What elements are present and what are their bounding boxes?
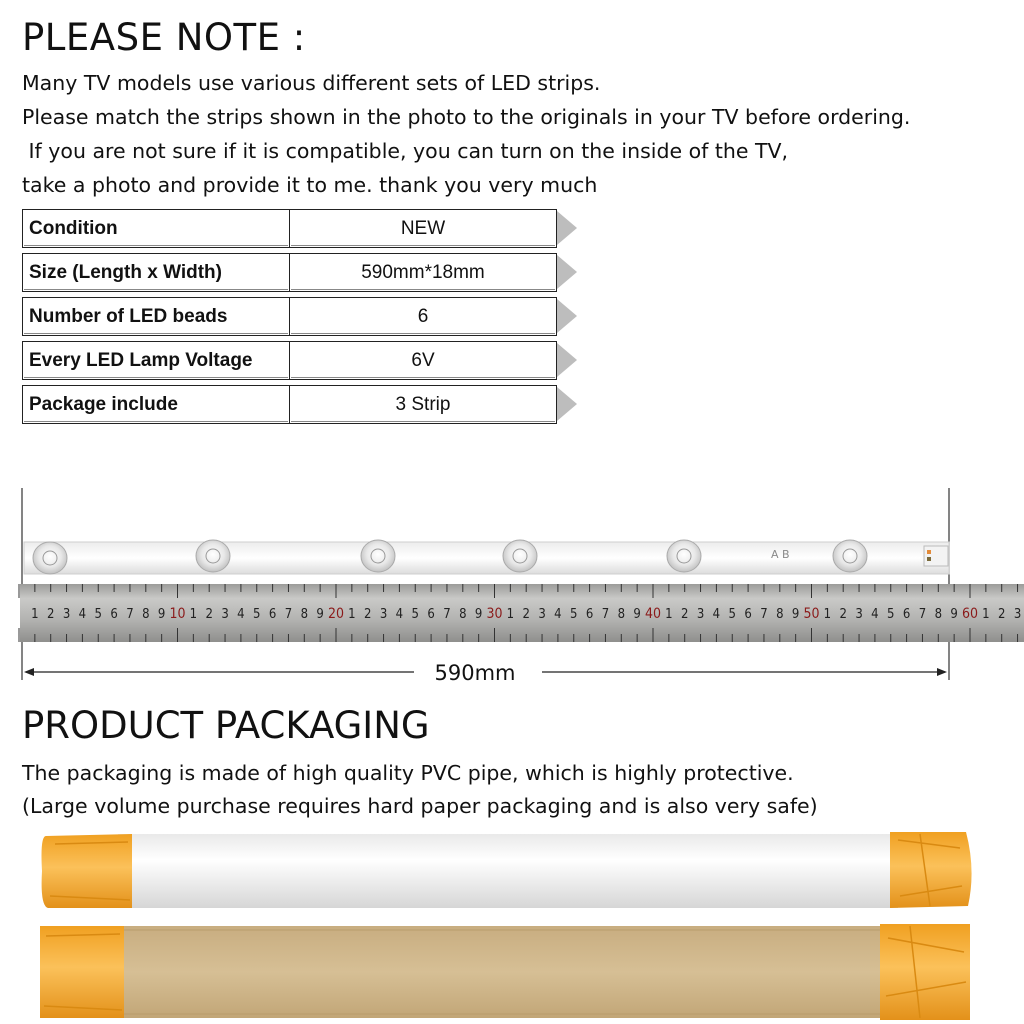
ruler-label: 1 <box>823 607 832 622</box>
ruler-label: 6 <box>427 607 435 622</box>
ruler-label: 3 <box>855 607 863 622</box>
ruler-label: 60 <box>961 606 979 622</box>
spec-label: Size (Length x Width) <box>22 253 290 292</box>
ruler-label: 30 <box>486 606 503 622</box>
note-line-1: Many TV models use various different sets of LED strips. <box>22 71 601 95</box>
dimension-label: 590mm <box>434 661 516 685</box>
ruler-label: 3 <box>538 607 546 622</box>
spec-row-voltage <box>22 341 582 380</box>
led-bead-1 <box>33 542 67 574</box>
led-pcb-strip <box>24 542 949 574</box>
arrow-left-icon <box>24 668 34 676</box>
ruler-label: 5 <box>570 607 578 622</box>
ruler-label: 9 <box>474 607 483 622</box>
spec-value: 590mm*18mm <box>289 253 557 292</box>
orange-tape-left-2 <box>40 926 124 1018</box>
led-bead-5 <box>667 540 701 572</box>
spec-label: Condition <box>22 209 290 248</box>
led-strip-photo <box>0 480 1024 690</box>
arrow-icon <box>557 387 577 421</box>
ruler-label: 9 <box>791 607 800 622</box>
ruler-label: 1 <box>506 607 515 622</box>
ruler-label: 10 <box>169 606 186 622</box>
ruler-label: 6 <box>268 607 277 622</box>
ruler-label: 8 <box>300 607 309 622</box>
ruler-label: 5 <box>411 607 419 622</box>
strip-connector <box>924 546 948 566</box>
ruler-label: 4 <box>395 607 404 622</box>
spec-row-package <box>22 385 582 424</box>
ruler-label: 1 <box>348 607 356 622</box>
ruler-label: 3 <box>1013 607 1022 622</box>
ruler-label: 1 <box>31 607 39 622</box>
spec-value: 3 Strip <box>289 385 557 424</box>
arrow-icon <box>557 211 577 245</box>
ruler-label: 8 <box>776 607 784 622</box>
ruler-label: 6 <box>902 607 911 622</box>
spec-value: NEW <box>289 209 557 248</box>
ruler-label: 6 <box>110 607 118 622</box>
note-title: PLEASE NOTE : <box>22 16 306 59</box>
ruler-label: 7 <box>760 607 768 622</box>
ruler-label: 6 <box>744 607 752 622</box>
ruler-label: 2 <box>839 607 847 622</box>
ruler-label: 8 <box>617 607 626 622</box>
ruler-label: 4 <box>554 607 562 622</box>
spec-label: Every LED Lamp Voltage <box>22 341 290 380</box>
ruler-label: 2 <box>522 607 530 622</box>
note-line-2: Please match the strips shown in the photo to the originals in your TV before ordering. <box>22 105 911 129</box>
ruler-label: 9 <box>950 607 958 622</box>
ruler-label: 3 <box>221 607 229 622</box>
ruler-label: 4 <box>712 607 721 622</box>
ruler-label: 2 <box>205 607 213 622</box>
pvc-pipe-package <box>42 832 972 908</box>
ruler-label: 3 <box>379 607 388 622</box>
note-line-3: If you are not sure if it is compatible, you can turn on the inside of the TV, <box>22 139 789 163</box>
ruler-label: 5 <box>94 607 102 622</box>
led-bead-6 <box>833 540 867 572</box>
ruler-label: 4 <box>871 607 879 622</box>
ruler-label: 9 <box>633 607 641 622</box>
led-bead-4 <box>503 540 537 572</box>
arrow-right-icon <box>937 668 947 676</box>
arrow-icon <box>557 299 577 333</box>
ruler-label: 4 <box>237 607 245 622</box>
ruler-label: 8 <box>142 607 150 622</box>
ruler-label: 9 <box>316 607 324 622</box>
ruler-label: 4 <box>78 607 87 622</box>
pcb-label: A B <box>771 548 790 561</box>
ruler-label: 20 <box>327 606 345 622</box>
packaging-line-2: (Large volume purchase requires hard paper packaging and is also very safe) <box>22 794 818 818</box>
ruler-label: 9 <box>157 607 166 622</box>
ruler-label: 1 <box>982 607 990 622</box>
ruler-labels <box>31 606 1021 622</box>
spec-value: 6V <box>289 341 557 380</box>
arrow-icon <box>557 343 577 377</box>
ruler-label: 7 <box>918 607 927 622</box>
ruler-label: 40 <box>644 606 662 622</box>
orange-tape-right <box>890 832 972 908</box>
ruler-label: 1 <box>665 607 673 622</box>
ruler-label: 3 <box>696 607 705 622</box>
spec-label: Number of LED beads <box>22 297 290 336</box>
ruler-label: 7 <box>443 607 451 622</box>
packaging-photo <box>0 826 1024 1024</box>
led-bead-2 <box>196 540 230 572</box>
ruler-label: 2 <box>680 607 689 622</box>
ruler-label: 50 <box>803 606 820 622</box>
spec-row-led-beads <box>22 297 582 336</box>
spec-row-condition <box>22 209 582 248</box>
ruler-label: 1 <box>189 607 198 622</box>
ruler-label: 5 <box>253 607 261 622</box>
spec-row-size <box>22 253 582 292</box>
spec-label: Package include <box>22 385 290 424</box>
paper-package <box>40 924 970 1020</box>
ruler-label: 2 <box>997 607 1006 622</box>
arrow-icon <box>557 255 577 289</box>
ruler-label: 5 <box>887 607 895 622</box>
note-line-4: take a photo and provide it to me. thank you very much <box>22 173 598 197</box>
packaging-line-1: The packaging is made of high quality PVC pipe, which is highly protective. <box>22 761 794 785</box>
ruler-label: 7 <box>126 607 134 622</box>
ruler-label: 3 <box>62 607 71 622</box>
ruler-label: 5 <box>728 607 736 622</box>
ruler-label: 6 <box>585 607 594 622</box>
ruler-label: 8 <box>459 607 467 622</box>
ruler-label: 7 <box>601 607 610 622</box>
packaging-title: PRODUCT PACKAGING <box>22 704 430 747</box>
ruler-label: 2 <box>46 607 55 622</box>
ruler-label: 2 <box>363 607 372 622</box>
ruler-label: 7 <box>284 607 293 622</box>
led-bead-3 <box>361 540 395 572</box>
spec-value: 6 <box>289 297 557 336</box>
ruler-label: 8 <box>934 607 943 622</box>
